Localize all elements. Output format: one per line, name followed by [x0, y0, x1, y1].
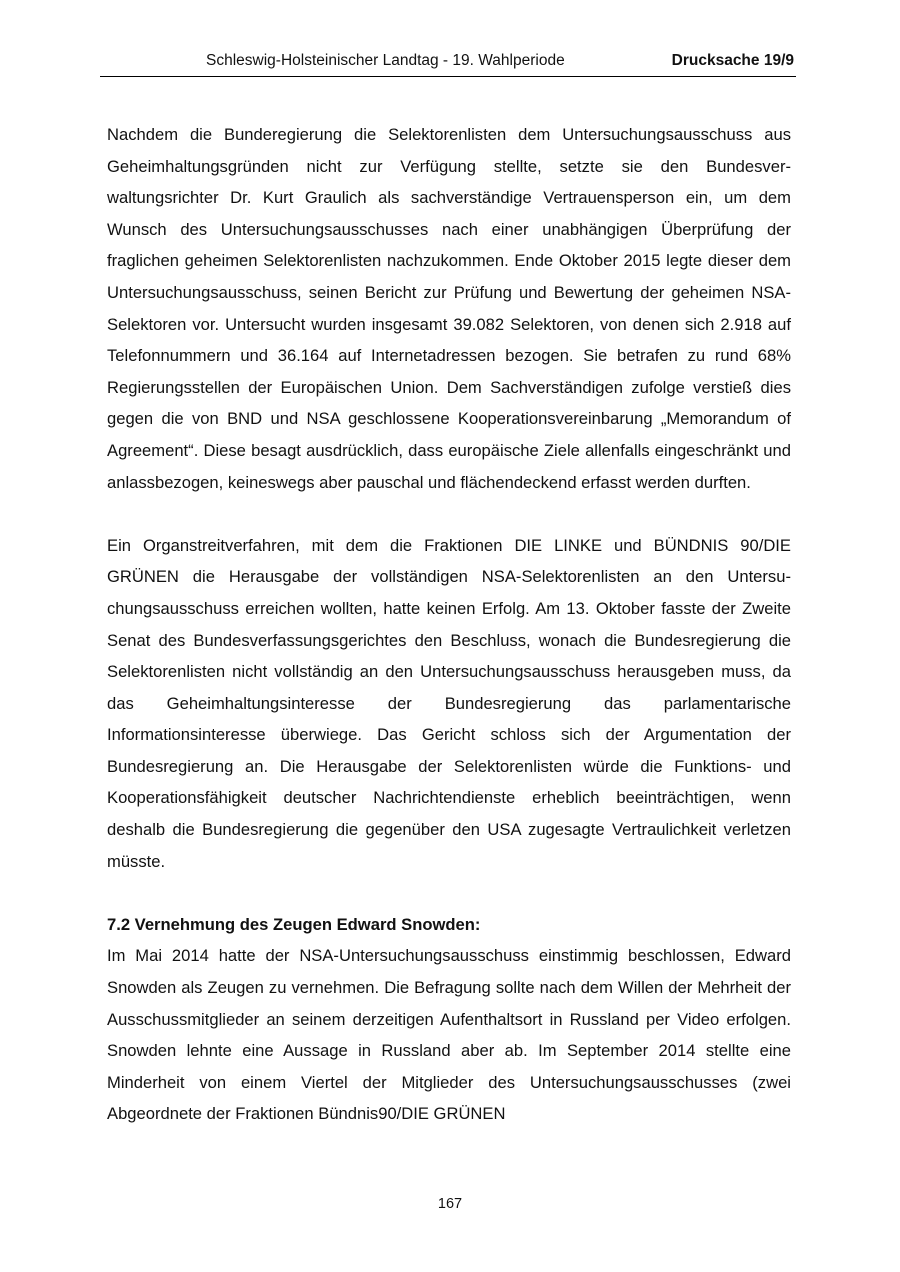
- section-heading: 7.2 Vernehmung des Zeugen Edward Snowden:: [107, 914, 481, 934]
- paragraph-selector-lists: Nachdem die Bunderegierung die Selektorenlisten dem Untersuchungsausschuss aus Geheimhaltungsgründen nicht zur Verfügung stellte, setzte sie den Bundesverwaltungsrichter Dr. Kurt Graulich als sachverständige Vertrauensperson ein, um dem Wunsch des Untersuchungsausschusses nach einer unabhängigen Überprüfung der fraglichen geheimen Selektorenlisten nachzukommen. Ende Oktober 2015 legte dieser dem Untersuchungsausschuss, seinen Bericht zur Prüfung und Bewertung der geheimen NSA-Selektoren vor. Untersucht wurden insgesamt 39.082 Selektoren, von denen sich 2.918 auf Telefonnummern und 36.164 auf Internetadressen bezogen. Sie betrafen zu rund 68% Regierungsstellen der Europäischen Union. Dem Sachverständigen zufolge verstieß dies gegen die von BND und NSA geschlossene Kooperationsvereinbarung „Memorandum of Agreement“. Diese besagt ausdrücklich, dass europäische Ziele allenfalls eingeschränkt und anlassbezogen, keineswegs aber pauschal und flächendeckend erfasst werden durften.: [107, 125, 791, 492]
- page-header: [100, 50, 796, 77]
- page-number: 167: [437, 1196, 463, 1212]
- paragraph-gap: [107, 877, 791, 909]
- paragraph-organstreit: Ein Organstreitverfahren, mit dem die Fraktionen DIE LINKE und BÜNDNIS 90/DIE GRÜNEN die Herausgabe der vollständigen NSA-Selektorenlisten an den Untersuchungsausschuss erreichen wollten, hatte keinen Erfolg. Am 13. Oktober fasste der Zweite Senat des Bundesverfassungsgerichtes den Beschluss, wonach die Bundesregierung die Selektorenlisten nicht vollständig an den Untersuchungsausschuss herausgeben muss, da das Geheimhaltungsinteresse der Bundesregierung das parlamentarische Informationsinteresse überwiege. Das Gericht schloss sich der Argumentation der Bundesregierung an. Die Herausgabe der Selektorenlisten würde die Funktions- und Kooperationsfähigkeit deutscher Nachrichtendienste erheblich beeinträchtigen, wenn deshalb die Bundesregierung die gegenüber den USA zugesagte Vertraulichkeit verletzen müsste.: [107, 535, 791, 871]
- document-body: [107, 119, 791, 1130]
- document-reference: Drucksache 19/9: [671, 52, 794, 69]
- paragraph-gap: [107, 498, 791, 530]
- paragraph-snowden: Im Mai 2014 hatte der NSA-Untersuchungsausschuss einstimmig beschlossen, Edward Snowden als Zeugen zu vernehmen. Die Befragung sollte nach dem Willen der Mehrheit der Ausschussmitglieder an seinem derzeitigen Aufenthaltsort in Russland per Video erfolgen. Snowden lehnte eine Aussage in Russland aber ab. Im September 2014 stellte eine Minderheit von einem Viertel der Mitglieder des Untersuchungsausschusses (zwei Abgeordnete der Fraktionen Bündnis90/DIE GRÜNEN: [107, 946, 791, 1124]
- header-title: Schleswig-Holsteinischer Landtag - 19. Wahlperiode: [206, 52, 565, 69]
